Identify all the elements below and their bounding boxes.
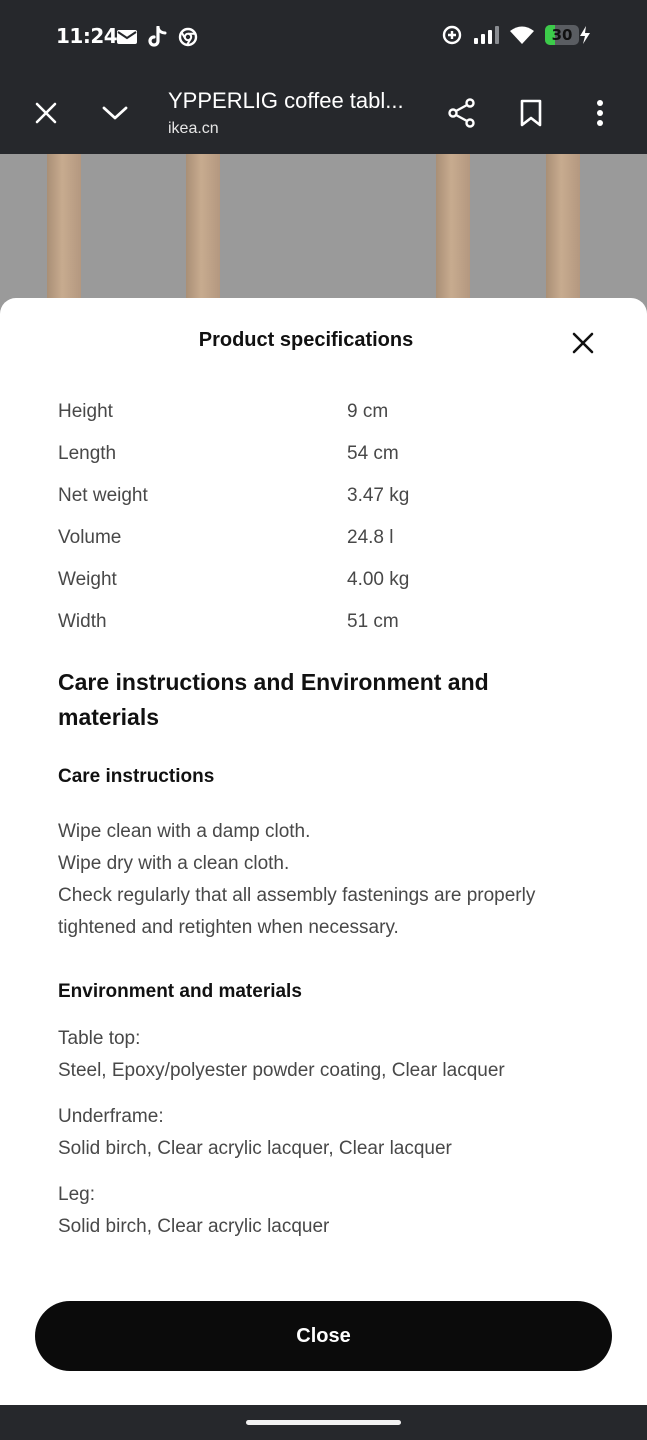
- status-bar: [0, 0, 647, 72]
- data-saver-icon: [441, 24, 463, 46]
- more-vert-icon: [596, 99, 604, 127]
- close-tab-button[interactable]: [25, 92, 67, 134]
- spec-name: Height: [58, 401, 113, 422]
- wifi-icon: [509, 25, 535, 45]
- status-time: 11:24: [56, 24, 118, 48]
- spec-value: 54 cm: [347, 443, 399, 464]
- spec-row: [58, 433, 598, 475]
- system-icons: [441, 24, 591, 46]
- spec-row: [58, 559, 598, 601]
- spec-row: [58, 517, 598, 559]
- care-line: Wipe dry with a clean cloth.: [58, 853, 290, 874]
- spec-name: Volume: [58, 527, 122, 548]
- tiktok-icon: [148, 26, 168, 48]
- material-item: [58, 1023, 618, 1087]
- material-part: Leg:: [58, 1184, 95, 1205]
- section-heading: Care instructions and Environment and materials: [58, 669, 489, 730]
- care-line: Check regularly that all assembly fastenings are properly tightened and retighten when necessary.: [58, 885, 536, 938]
- battery-level: 30: [551, 26, 573, 44]
- table-leg: [47, 154, 81, 314]
- chevron-down-icon: [101, 104, 129, 122]
- battery-indicator: [545, 25, 591, 45]
- bookmark-button[interactable]: [510, 92, 552, 134]
- spec-value: 4.00 kg: [347, 569, 410, 590]
- close-button[interactable]: Close: [35, 1301, 612, 1371]
- navigation-bar: [0, 1405, 647, 1440]
- care-instructions-heading: Care instructions: [58, 766, 215, 787]
- more-options-button[interactable]: [579, 92, 621, 134]
- spec-row: [58, 391, 598, 433]
- material-item: [58, 1101, 618, 1165]
- spec-row: [58, 601, 598, 643]
- mail-icon: [116, 28, 138, 46]
- spec-value: 24.8 l: [347, 527, 394, 548]
- table-leg: [186, 154, 220, 314]
- product-image: [0, 154, 647, 314]
- sheet-title: Product specifications: [198, 329, 414, 351]
- spec-row: [58, 475, 598, 517]
- charging-bolt-icon: [579, 26, 591, 44]
- material-part: Table top:: [58, 1028, 141, 1049]
- spec-value: 3.47 kg: [347, 485, 410, 506]
- close-icon: [572, 332, 594, 354]
- care-instructions: [58, 816, 618, 944]
- material-composition: Steel, Epoxy/polyester powder coating, Clear lacquer: [58, 1060, 505, 1081]
- spec-name: Weight: [58, 569, 117, 590]
- share-icon: [448, 98, 476, 128]
- signal-icon: [473, 25, 499, 45]
- material-item: [58, 1179, 618, 1243]
- chrome-icon: [178, 27, 198, 47]
- sheet-close-button[interactable]: [564, 324, 602, 362]
- close-icon: [34, 101, 58, 125]
- minimize-tab-button[interactable]: [94, 92, 136, 134]
- material-composition: Solid birch, Clear acrylic lacquer, Clear lacquer: [58, 1138, 452, 1159]
- spec-value: 51 cm: [347, 611, 399, 632]
- home-gesture-handle[interactable]: [246, 1420, 401, 1425]
- product-specifications-sheet: [0, 298, 647, 1405]
- table-leg: [546, 154, 580, 314]
- material-composition: Solid birch, Clear acrylic lacquer: [58, 1216, 330, 1237]
- material-part: Underframe:: [58, 1106, 164, 1127]
- share-button[interactable]: [441, 92, 483, 134]
- table-leg: [436, 154, 470, 314]
- page-domain: ikea.cn: [168, 120, 219, 137]
- spec-name: Width: [58, 611, 107, 632]
- bookmark-icon: [520, 99, 542, 127]
- specs-table: [58, 391, 598, 643]
- materials-list: [58, 1023, 618, 1257]
- spec-name: Net weight: [58, 485, 148, 506]
- care-line: Wipe clean with a damp cloth.: [58, 821, 311, 842]
- page-title: YPPERLIG coffee tabl...: [168, 88, 404, 113]
- notification-icons: [116, 26, 198, 48]
- environment-materials-heading: Environment and materials: [58, 981, 302, 1002]
- browser-toolbar: [0, 72, 647, 154]
- spec-value: 9 cm: [347, 401, 389, 422]
- spec-name: Length: [58, 443, 117, 464]
